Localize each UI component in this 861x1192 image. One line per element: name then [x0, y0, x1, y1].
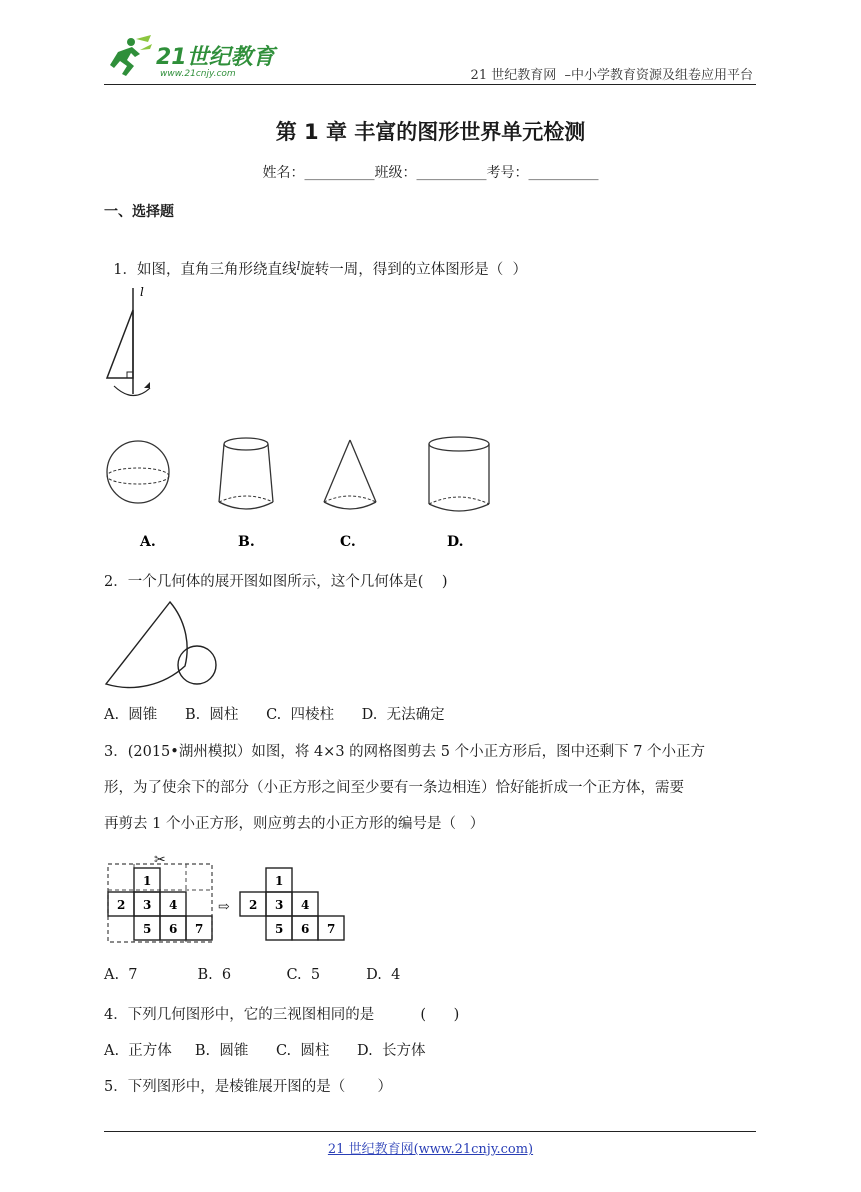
q1-variable: l: [296, 259, 301, 273]
question-2: 2．一个几何体的展开图如图所示，这个几何体是( ): [104, 574, 448, 590]
cylinder-shape: [429, 437, 489, 511]
q3-grid-left-5: 5: [143, 922, 152, 936]
q1-option-b: B.: [238, 534, 255, 550]
logo-url: www.21cnjy.com: [160, 69, 236, 79]
header-divider: [104, 84, 756, 85]
frustum-shape: [219, 438, 273, 509]
header-platform-text: 21 世纪教育网 –中小学教育资源及组卷应用平台: [470, 68, 753, 83]
q4-options: A. 正方体 B. 圆锥 C. 圆柱 D. 长方体: [104, 1043, 426, 1059]
sphere-shape: [107, 441, 169, 503]
q3-grid-right-5: 5: [275, 922, 284, 936]
q3-grid-right-2: 2: [249, 898, 258, 912]
q3-grid-left-3: 3: [143, 898, 152, 912]
q1-figure-label: l: [140, 285, 144, 299]
q3-grid-left-6: 6: [169, 922, 178, 936]
q3-grid-left-4: 4: [169, 898, 178, 912]
section-title: 一、选择题: [104, 204, 174, 220]
footer-divider: [104, 1131, 756, 1132]
q3-grid-right-6: 6: [301, 922, 310, 936]
q1-options-figure: [100, 430, 520, 558]
logo-text: 21世纪教育: [156, 45, 275, 70]
q1-option-a: A.: [140, 534, 156, 550]
student-info: 姓名：__________班级：__________考号：__________: [262, 165, 599, 181]
question-4: 4．下列几何图形中，它的三视图相同的是 ( ): [104, 1007, 460, 1023]
q1-triangle-figure: [100, 282, 170, 410]
q1-option-c: C.: [340, 534, 356, 550]
scissors-icon: ✂: [154, 852, 166, 868]
question-5: 5．下列图形中，是棱锥展开图的是（ ）: [104, 1079, 392, 1095]
site-logo: [104, 30, 284, 82]
question-3-line-1: 3．(2015•湖州模拟）如图，将 4×3 的网格图剪去 5 个小正方形后，图中还剩下 7 个小正方: [104, 744, 706, 760]
page-title: 第 1 章 丰富的图形世界单元检测: [275, 120, 586, 144]
footer-link[interactable]: 21 世纪教育网(www.21cnjy.com): [327, 1142, 534, 1157]
q1-option-d: D.: [447, 534, 464, 550]
q3-grid-right-1: 1: [275, 874, 284, 888]
question-1: [104, 242, 527, 279]
q3-grid-left-2: 2: [117, 898, 126, 912]
q1-text-after: 旋转一周，得到的立体图形是（ ）: [300, 262, 528, 278]
question-3-line-2: 形，为了使余下的部分（小正方形之间至少要有一条边相连）恰好能折成一个正方体，需要: [104, 780, 684, 796]
cone-shape: [324, 440, 376, 509]
q3-options: A. 7 B. 6 C. 5 D. 4: [104, 967, 401, 983]
q3-grid-right-7: 7: [327, 922, 336, 936]
q3-grid-left-1: 1: [143, 874, 152, 888]
q3-grid-left-7: 7: [195, 922, 204, 936]
q3-grid-figure: [100, 848, 350, 948]
q3-grid-right-4: 4: [301, 898, 310, 912]
q2-net-figure: [100, 596, 225, 696]
question-3-line-3: 再剪去 1 个小正方形，则应剪去的小正方形的编号是（ ）: [104, 816, 485, 832]
q2-options: A. 圆锥 B. 圆柱 C. 四棱柱 D. 无法确定: [104, 707, 445, 723]
right-arrow-icon: ⇨: [218, 899, 230, 915]
q3-grid-right-3: 3: [275, 898, 284, 912]
q1-text-before: 1．如图，直角三角形绕直线: [113, 262, 297, 278]
